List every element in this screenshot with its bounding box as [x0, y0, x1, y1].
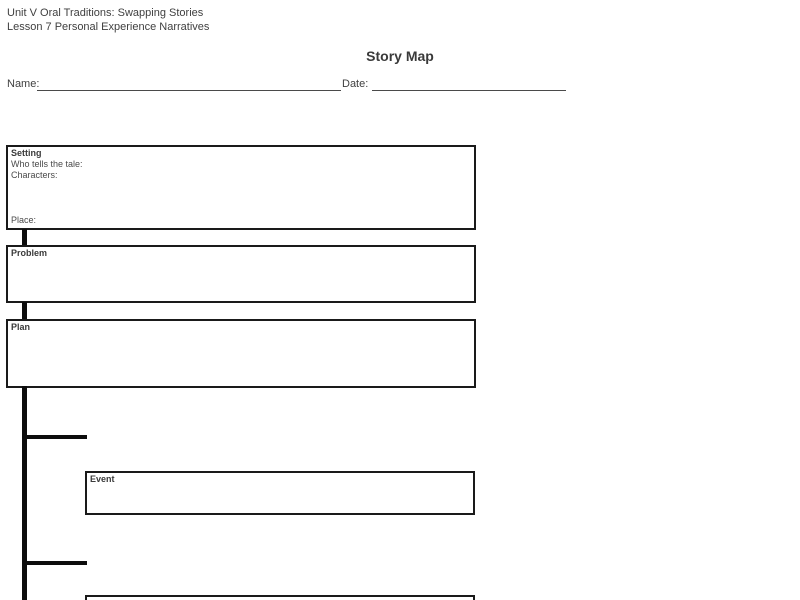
- setting-box: [6, 145, 476, 230]
- problem-box-label: Problem: [11, 248, 48, 258]
- date-fill-line: [372, 78, 566, 91]
- name-fill-line: [37, 78, 341, 91]
- branch-line-event-2: [22, 561, 87, 565]
- document-header: [7, 6, 209, 34]
- spine-vertical-line: [22, 386, 27, 600]
- page-title: Story Map: [366, 48, 434, 64]
- setting-box-label: Setting: [11, 148, 42, 158]
- plan-box-label: Plan: [11, 322, 31, 332]
- setting-characters-field: Characters:: [11, 170, 58, 180]
- problem-box: [6, 245, 476, 303]
- header-lesson-line: Lesson 7 Personal Experience Narratives: [7, 21, 210, 33]
- setting-who-field: Who tells the tale:: [11, 159, 83, 169]
- setting-place-field: Place:: [11, 215, 37, 225]
- branch-line-event-1: [22, 435, 87, 439]
- event-box-1-label: Event: [90, 474, 115, 484]
- header-unit-line: Unit V Oral Traditions: Swapping Stories: [7, 7, 204, 19]
- event-box-1: [85, 471, 475, 515]
- connector-problem-plan: [22, 302, 27, 320]
- event-box-2-partial: [85, 595, 475, 600]
- plan-box: [6, 319, 476, 388]
- name-label: Name:: [7, 78, 40, 90]
- date-label: Date:: [342, 78, 369, 90]
- connector-setting-problem: [22, 229, 27, 245]
